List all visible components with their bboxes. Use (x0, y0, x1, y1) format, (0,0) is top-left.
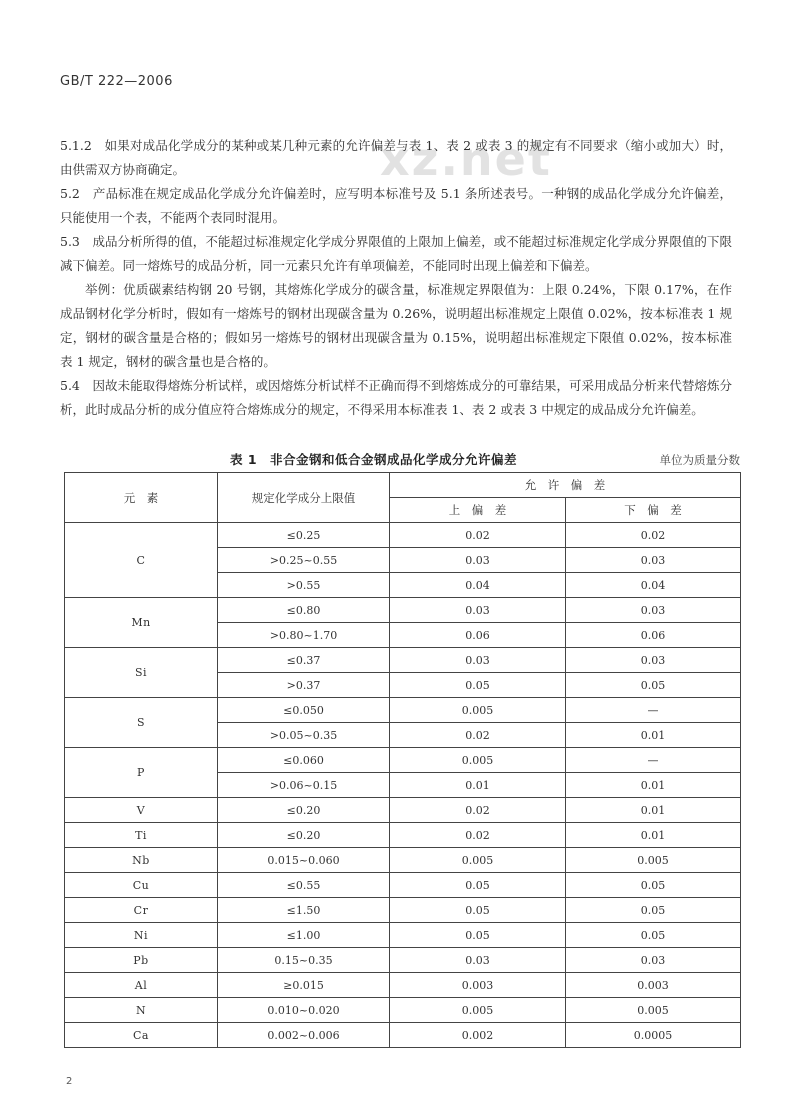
paragraph: 5.3 成品分析所得的值，不能超过标准规定化学成分界限值的上限加上偏差，或不能超过标准规定化学成分界限值的下限减下偏差。同一熔炼号的成品分析，同一元素只允许有单项偏差，不能同时出现上偏差和下偏差。 (60, 234, 732, 273)
lower-cell: 0.0005 (566, 1023, 741, 1048)
limit-cell: ≤1.50 (218, 898, 390, 923)
element-cell: Cu (65, 873, 218, 898)
upper-cell: 0.05 (390, 673, 566, 698)
lower-cell: 0.02 (566, 523, 741, 548)
lower-cell: 0.03 (566, 548, 741, 573)
element-cell: Ni (65, 923, 218, 948)
page-number: 2 (66, 1076, 73, 1087)
element-cell: Mn (65, 598, 218, 648)
limit-cell: ≤0.25 (218, 523, 390, 548)
table-row (65, 598, 741, 623)
table-row (65, 1023, 741, 1048)
table-row (65, 748, 741, 773)
upper-cell: 0.005 (390, 698, 566, 723)
lower-cell: 0.01 (566, 798, 741, 823)
table-row (65, 648, 741, 673)
body-text (60, 134, 732, 422)
watermark: xz.net (380, 132, 552, 186)
header-limit: 规定化学成分上限值 (218, 473, 390, 523)
upper-cell: 0.03 (390, 598, 566, 623)
header-tolerance: 允 许 偏 差 (390, 473, 741, 498)
lower-cell: 0.03 (566, 648, 741, 673)
upper-cell: 0.003 (390, 973, 566, 998)
table-row (65, 873, 741, 898)
limit-cell: ≤0.20 (218, 798, 390, 823)
header-lower: 下 偏 差 (566, 498, 741, 523)
table-row (65, 823, 741, 848)
limit-cell: >0.55 (218, 573, 390, 598)
table-row (65, 898, 741, 923)
lower-cell: 0.01 (566, 823, 741, 848)
limit-cell: ≥0.015 (218, 973, 390, 998)
upper-cell: 0.005 (390, 848, 566, 873)
limit-cell: 0.010~0.020 (218, 998, 390, 1023)
upper-cell: 0.01 (390, 773, 566, 798)
lower-cell: 0.01 (566, 773, 741, 798)
table-row (65, 998, 741, 1023)
tolerance-table (64, 472, 741, 1048)
table-row (65, 848, 741, 873)
limit-cell: ≤0.37 (218, 648, 390, 673)
lower-cell: 0.01 (566, 723, 741, 748)
lower-cell: — (566, 748, 741, 773)
paragraph: 5.4 因故未能取得熔炼分析试样，或因熔炼分析试样不正确而得不到熔炼成分的可靠结果，可采用成品分析来代替熔炼分析，此时成品分析的成分值应符合熔炼成分的规定，不得采用本标准表 1、表 2 或表 3 中规定的成品成分允许偏差。 (60, 378, 732, 417)
upper-cell: 0.002 (390, 1023, 566, 1048)
table-row (65, 523, 741, 548)
table-title: 表 1 非合金钢和低合金钢成品化学成分允许偏差 (230, 452, 518, 467)
element-cell: C (65, 523, 218, 598)
upper-cell: 0.03 (390, 648, 566, 673)
upper-cell: 0.02 (390, 523, 566, 548)
lower-cell: — (566, 698, 741, 723)
unit-note: 单位为质量分数 (659, 453, 740, 467)
limit-cell: >0.37 (218, 673, 390, 698)
upper-cell: 0.005 (390, 748, 566, 773)
table-body (65, 523, 741, 1048)
element-cell: N (65, 998, 218, 1023)
element-cell: Nb (65, 848, 218, 873)
limit-cell: >0.80~1.70 (218, 623, 390, 648)
table-row (65, 798, 741, 823)
lower-cell: 0.003 (566, 973, 741, 998)
lower-cell: 0.05 (566, 923, 741, 948)
limit-cell: >0.05~0.35 (218, 723, 390, 748)
upper-cell: 0.02 (390, 723, 566, 748)
element-cell: Pb (65, 948, 218, 973)
limit-cell: ≤0.060 (218, 748, 390, 773)
paragraph: 举例：优质碳素结构钢 20 号钢，其熔炼化学成分的碳含量，标准规定界限值为：上限 0.24%，下限 0.17%，在作成品钢材化学分析时，假如有一熔炼号的钢材出现碳含量为 0.26%，说明超出标准规定上限值 0.02%，按本标准表 1 规定，钢材的碳含量是合格的；假如另一熔炼号的钢材出现碳含量为 0.15%，说明超出标准规定下限值 0.02%，按本标准表 1 规定，钢材的碳含量也是合格的。 (60, 282, 732, 369)
lower-cell: 0.05 (566, 898, 741, 923)
limit-cell: 0.015~0.060 (218, 848, 390, 873)
lower-cell: 0.005 (566, 848, 741, 873)
upper-cell: 0.05 (390, 923, 566, 948)
header-element: 元 素 (65, 473, 218, 523)
element-cell: Si (65, 648, 218, 698)
upper-cell: 0.05 (390, 873, 566, 898)
lower-cell: 0.005 (566, 998, 741, 1023)
table-row (65, 923, 741, 948)
lower-cell: 0.05 (566, 873, 741, 898)
limit-cell: >0.06~0.15 (218, 773, 390, 798)
element-cell: V (65, 798, 218, 823)
standard-number: GB/T 222—2006 (60, 74, 173, 89)
element-cell: Cr (65, 898, 218, 923)
upper-cell: 0.03 (390, 548, 566, 573)
upper-cell: 0.06 (390, 623, 566, 648)
paragraph: 5.2 产品标准在规定成品化学成分允许偏差时，应写明本标准号及 5.1 条所述表号。一种钢的成品化学成分允许偏差，只能使用一个表，不能两个表同时混用。 (60, 186, 732, 225)
lower-cell: 0.05 (566, 673, 741, 698)
lower-cell: 0.03 (566, 598, 741, 623)
limit-cell: ≤0.80 (218, 598, 390, 623)
table-row (65, 973, 741, 998)
table-row (65, 948, 741, 973)
limit-cell: >0.25~0.55 (218, 548, 390, 573)
table-row (65, 698, 741, 723)
element-cell: P (65, 748, 218, 798)
element-cell: Ca (65, 1023, 218, 1048)
element-cell: S (65, 698, 218, 748)
table-caption (60, 450, 740, 470)
limit-cell: ≤1.00 (218, 923, 390, 948)
upper-cell: 0.05 (390, 898, 566, 923)
limit-cell: ≤0.55 (218, 873, 390, 898)
upper-cell: 0.04 (390, 573, 566, 598)
lower-cell: 0.04 (566, 573, 741, 598)
paragraph: 5.1.2 如果对成品化学成分的某种或某几种元素的允许偏差与表 1、表 2 或表 3 的规定有不同要求（缩小或加大）时，由供需双方协商确定。 (60, 138, 732, 177)
limit-cell: 0.002~0.006 (218, 1023, 390, 1048)
limit-cell: ≤0.050 (218, 698, 390, 723)
lower-cell: 0.06 (566, 623, 741, 648)
upper-cell: 0.02 (390, 823, 566, 848)
upper-cell: 0.005 (390, 998, 566, 1023)
upper-cell: 0.03 (390, 948, 566, 973)
limit-cell: ≤0.20 (218, 823, 390, 848)
limit-cell: 0.15~0.35 (218, 948, 390, 973)
lower-cell: 0.03 (566, 948, 741, 973)
element-cell: Al (65, 973, 218, 998)
upper-cell: 0.02 (390, 798, 566, 823)
header-upper: 上 偏 差 (390, 498, 566, 523)
element-cell: Ti (65, 823, 218, 848)
